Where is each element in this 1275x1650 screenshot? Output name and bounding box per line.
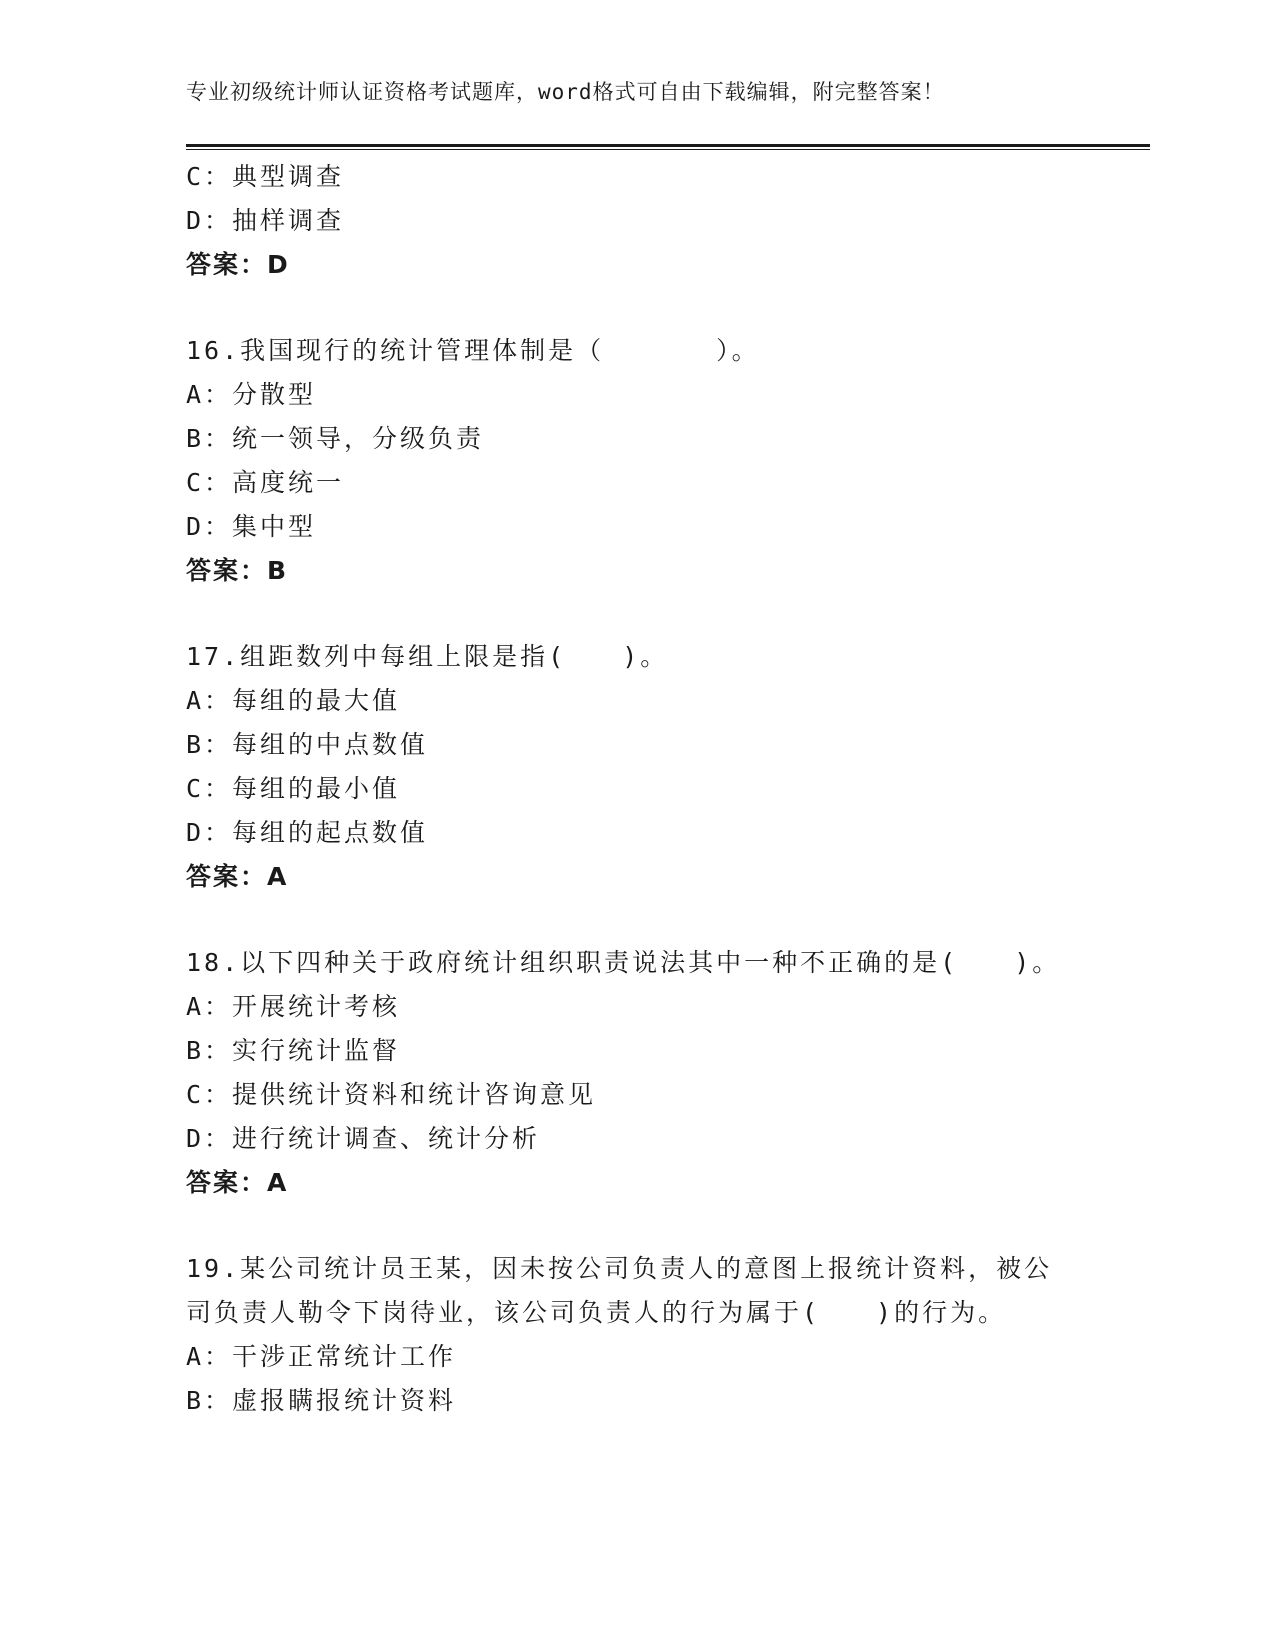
page-header: 专业初级统计师认证资格考试题库，word格式可自由下载编辑，附完整答案！ xyxy=(186,80,945,104)
question-19-stem-line-1: 19.某公司统计员王某，因未按公司负责人的意图上报统计资料，被公 xyxy=(186,1254,1053,1283)
question-17-option-c: C：每组的最小值 xyxy=(186,774,401,803)
question-18-option-d: D：进行统计调查、统计分析 xyxy=(186,1124,541,1153)
question-17-option-a: A：每组的最大值 xyxy=(186,686,401,715)
question-18-option-b: B：实行统计监督 xyxy=(186,1036,401,1065)
question-16-stem: 16.我国现行的统计管理体制是（ ）。 xyxy=(186,336,760,365)
question-18-stem: 18.以下四种关于政府统计组织职责说法其中一种不正确的是( )。 xyxy=(186,948,1061,977)
question-17-stem: 17.组距数列中每组上限是指( )。 xyxy=(186,642,669,671)
question-18-option-c: C：提供统计资料和统计咨询意见 xyxy=(186,1080,597,1109)
option-d: D：抽样调查 xyxy=(186,206,345,235)
question-16-option-d: D：集中型 xyxy=(186,512,317,541)
question-16-answer: 答案：B xyxy=(186,556,289,585)
question-17-answer: 答案：A xyxy=(186,862,289,891)
question-19-option-b: B：虚报瞒报统计资料 xyxy=(186,1386,457,1415)
header-divider xyxy=(186,144,1150,150)
question-17-option-b: B：每组的中点数值 xyxy=(186,730,429,759)
question-16-option-c: C：高度统一 xyxy=(186,468,345,497)
question-18-answer: 答案：A xyxy=(186,1168,289,1197)
question-19-option-a: A：干涉正常统计工作 xyxy=(186,1342,457,1371)
question-18-option-a: A：开展统计考核 xyxy=(186,992,401,1021)
option-c: C：典型调查 xyxy=(186,162,345,191)
question-16-option-a: A：分散型 xyxy=(186,380,317,409)
question-19-stem-line-2: 司负责人勒令下岗待业，该公司负责人的行为属于( )的行为。 xyxy=(186,1298,1007,1327)
question-17-option-d: D：每组的起点数值 xyxy=(186,818,429,847)
answer-line: 答案：D xyxy=(186,250,290,279)
question-16-option-b: B：统一领导，分级负责 xyxy=(186,424,485,453)
